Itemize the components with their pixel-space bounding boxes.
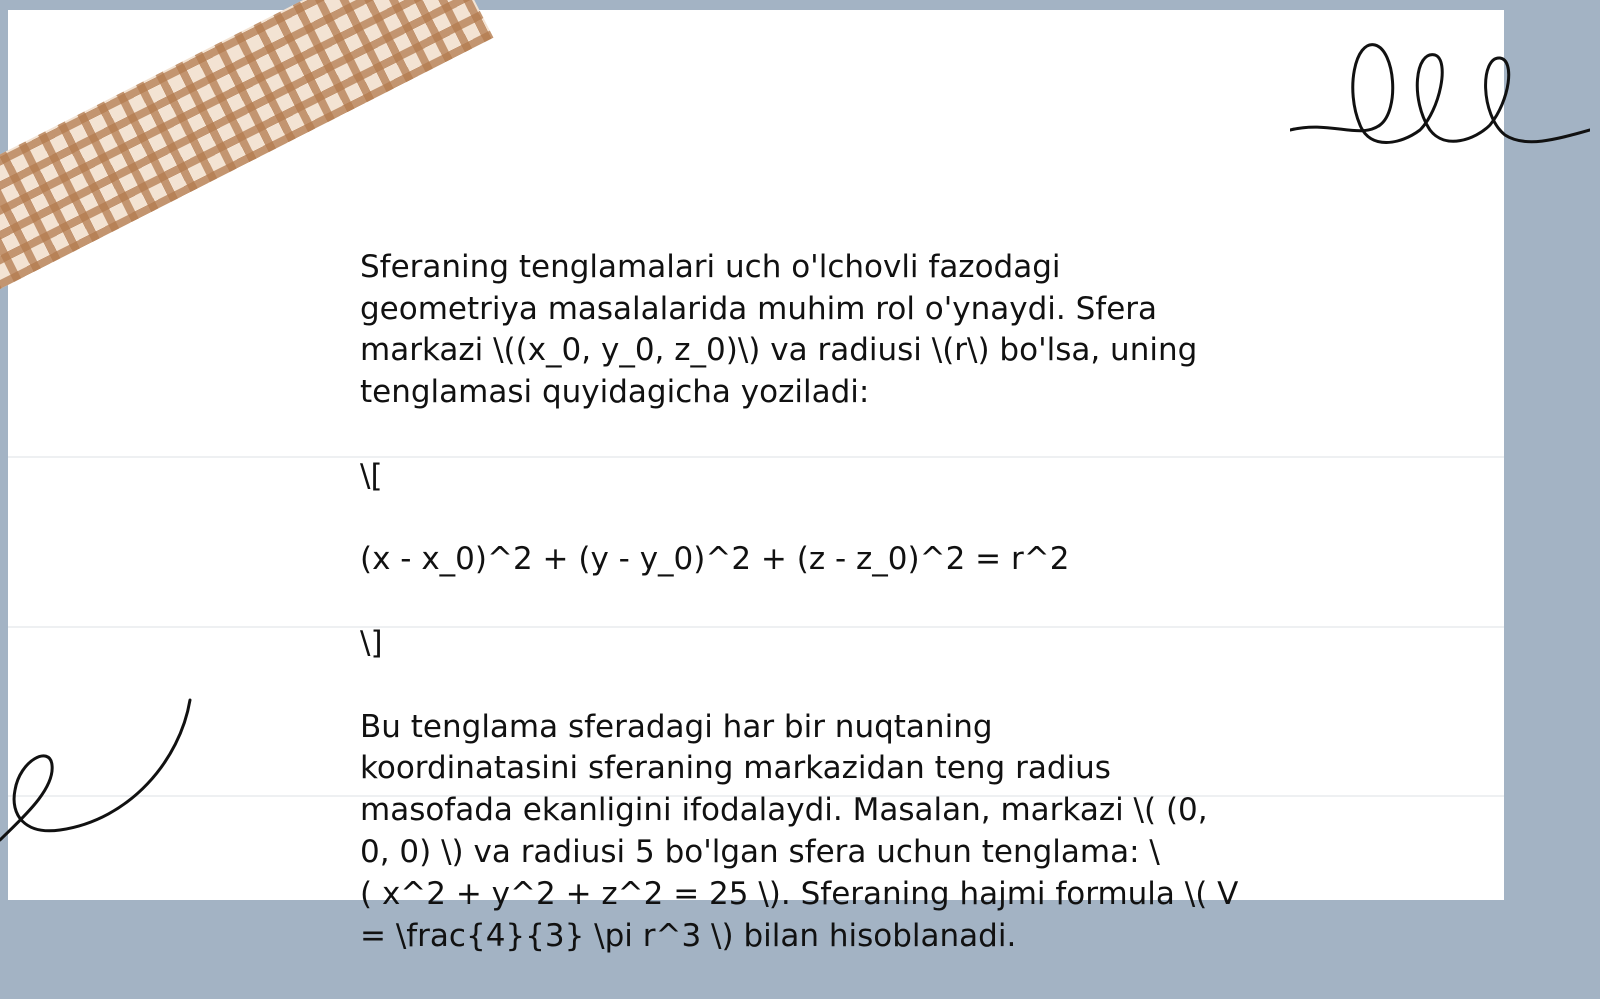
equation-close-delimiter: \] bbox=[360, 624, 383, 661]
equation-open-delimiter: \[ bbox=[360, 457, 383, 494]
loop-swirl-icon bbox=[1290, 30, 1590, 160]
paragraph-intro: Sferaning tenglamalari uch o'lchovli fazodagi geometriya masalalarida muhim rol o'ynaydi. Sfera markazi \((x_0, y_0, z_0)\) va radiusi \(r\) bo'lsa, uning tenglamasi quyidagicha yoziladi: bbox=[360, 248, 1198, 411]
document-body bbox=[360, 205, 1260, 999]
paragraph-explanation: Bu tenglama sferadagi har bir nuqtaning koordinatasini sferaning markazidan teng radius masofada ekanligini ifodalaydi. Masalan, markazi \( (0, 0, 0) \) va radiusi 5 bo'lgan sfera uchun tenglama: \ ( x^2 + y^2 + z^2 = 25 \). Sferaning hajmi formula \( V = \frac{4}{3} \pi r^3 \) bilan hisoblanadi. bbox=[360, 708, 1239, 954]
sphere-equation: (x - x_0)^2 + (y - y_0)^2 + (z - z_0)^2 = r^2 bbox=[360, 541, 1070, 578]
curl-swirl-icon bbox=[0, 690, 200, 850]
